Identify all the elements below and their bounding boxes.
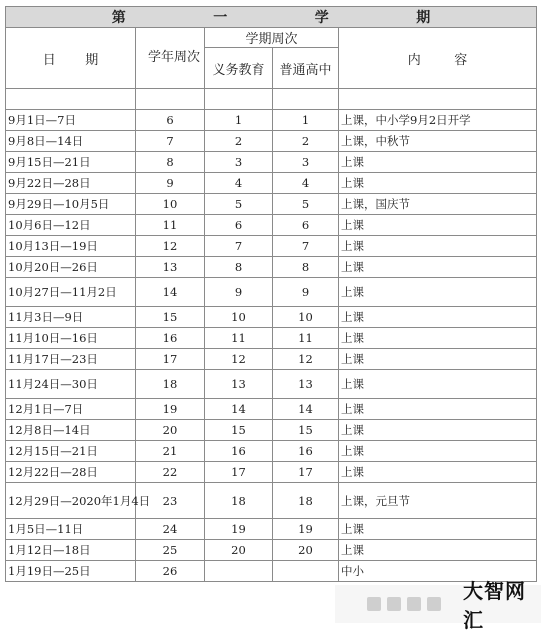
compulsory-week-cell: 17 bbox=[205, 462, 273, 483]
spacer-cell bbox=[273, 89, 339, 110]
table-row bbox=[6, 152, 537, 173]
date-cell: 12月29日—2020年1月4日 bbox=[6, 483, 136, 519]
date-cell: 12月22日—28日 bbox=[6, 462, 136, 483]
compulsory-week-cell: 14 bbox=[205, 399, 273, 420]
table-row bbox=[6, 194, 537, 215]
compulsory-week-cell: 19 bbox=[205, 519, 273, 540]
year-week-cell: 7 bbox=[136, 131, 205, 152]
date-cell: 12月1日—7日 bbox=[6, 399, 136, 420]
blurred-text bbox=[367, 597, 441, 611]
table-row bbox=[6, 483, 537, 519]
header-content-char: 容 bbox=[454, 52, 468, 68]
compulsory-week-cell: 20 bbox=[205, 540, 273, 561]
date-cell: 10月13日—19日 bbox=[6, 236, 136, 257]
school-calendar-table bbox=[5, 6, 537, 582]
date-cell: 9月8日—14日 bbox=[6, 131, 136, 152]
date-cell: 12月15日—21日 bbox=[6, 441, 136, 462]
date-cell: 11月10日—16日 bbox=[6, 328, 136, 349]
high-school-week-cell: 1 bbox=[273, 110, 339, 131]
date-cell: 10月6日—12日 bbox=[6, 215, 136, 236]
content-cell: 上课 bbox=[339, 307, 537, 328]
header-date-char: 期 bbox=[85, 52, 99, 68]
table-row bbox=[6, 441, 537, 462]
content-cell: 上课 bbox=[339, 462, 537, 483]
high-school-week-cell: 9 bbox=[273, 278, 339, 307]
content-cell: 上课，中小学9月2日开学 bbox=[339, 110, 537, 131]
content-cell: 上课 bbox=[339, 328, 537, 349]
compulsory-week-cell: 16 bbox=[205, 441, 273, 462]
header-date bbox=[6, 28, 136, 89]
year-week-cell: 15 bbox=[136, 307, 205, 328]
content-cell: 上课 bbox=[339, 152, 537, 173]
header-row-1 bbox=[6, 28, 537, 48]
table-row bbox=[6, 278, 537, 307]
content-cell: 上课 bbox=[339, 540, 537, 561]
table-row bbox=[6, 236, 537, 257]
date-cell: 9月15日—21日 bbox=[6, 152, 136, 173]
high-school-week-cell: 5 bbox=[273, 194, 339, 215]
content-cell: 上课 bbox=[339, 519, 537, 540]
high-school-week-cell: 16 bbox=[273, 441, 339, 462]
high-school-week-cell: 3 bbox=[273, 152, 339, 173]
spacer-row bbox=[6, 89, 537, 110]
date-cell: 10月27日—11月2日 bbox=[6, 278, 136, 307]
high-school-week-cell: 6 bbox=[273, 215, 339, 236]
table-row bbox=[6, 519, 537, 540]
compulsory-week-cell: 1 bbox=[205, 110, 273, 131]
content-cell: 中小 bbox=[339, 561, 537, 582]
content-cell: 上课 bbox=[339, 173, 537, 194]
compulsory-week-cell: 12 bbox=[205, 349, 273, 370]
year-week-cell: 14 bbox=[136, 278, 205, 307]
title-char: 第 bbox=[111, 10, 126, 26]
date-cell: 11月17日—23日 bbox=[6, 349, 136, 370]
high-school-week-cell: 2 bbox=[273, 131, 339, 152]
spacer-cell bbox=[6, 89, 136, 110]
compulsory-week-cell bbox=[205, 561, 273, 582]
year-week-cell: 9 bbox=[136, 173, 205, 194]
spacer-cell bbox=[136, 89, 205, 110]
table-row bbox=[6, 110, 537, 131]
high-school-week-cell: 10 bbox=[273, 307, 339, 328]
year-week-cell: 12 bbox=[136, 236, 205, 257]
date-cell: 1月12日—18日 bbox=[6, 540, 136, 561]
header-compulsory: 义务教育 bbox=[205, 48, 273, 89]
date-cell: 9月1日—7日 bbox=[6, 110, 136, 131]
content-cell: 上课 bbox=[339, 257, 537, 278]
year-week-cell: 17 bbox=[136, 349, 205, 370]
year-week-cell: 16 bbox=[136, 328, 205, 349]
spacer-cell bbox=[205, 89, 273, 110]
header-content bbox=[339, 28, 537, 89]
high-school-week-cell: 12 bbox=[273, 349, 339, 370]
high-school-week-cell: 13 bbox=[273, 370, 339, 399]
date-cell: 11月24日—30日 bbox=[6, 370, 136, 399]
year-week-cell: 19 bbox=[136, 399, 205, 420]
header-date-char: 日 bbox=[42, 52, 56, 68]
high-school-week-cell: 8 bbox=[273, 257, 339, 278]
table-row bbox=[6, 462, 537, 483]
high-school-week-cell bbox=[273, 561, 339, 582]
date-cell: 11月3日—9日 bbox=[6, 307, 136, 328]
content-cell: 上课 bbox=[339, 236, 537, 257]
compulsory-week-cell: 10 bbox=[205, 307, 273, 328]
table-row bbox=[6, 540, 537, 561]
compulsory-week-cell: 15 bbox=[205, 420, 273, 441]
content-cell: 上课 bbox=[339, 215, 537, 236]
title-char: 期 bbox=[416, 10, 431, 26]
title-char: 学 bbox=[314, 10, 329, 26]
compulsory-week-cell: 3 bbox=[205, 152, 273, 173]
high-school-week-cell: 11 bbox=[273, 328, 339, 349]
compulsory-week-cell: 4 bbox=[205, 173, 273, 194]
content-cell: 上课 bbox=[339, 278, 537, 307]
content-cell: 上课 bbox=[339, 349, 537, 370]
year-week-cell: 26 bbox=[136, 561, 205, 582]
table-row bbox=[6, 215, 537, 236]
year-week-cell: 24 bbox=[136, 519, 205, 540]
compulsory-week-cell: 18 bbox=[205, 483, 273, 519]
watermark-text: 大智网汇 bbox=[463, 579, 526, 632]
date-cell: 1月5日—11日 bbox=[6, 519, 136, 540]
high-school-week-cell: 15 bbox=[273, 420, 339, 441]
year-week-cell: 20 bbox=[136, 420, 205, 441]
table-row bbox=[6, 399, 537, 420]
content-cell: 上课 bbox=[339, 399, 537, 420]
table-row bbox=[6, 307, 537, 328]
table-row bbox=[6, 257, 537, 278]
high-school-week-cell: 4 bbox=[273, 173, 339, 194]
compulsory-week-cell: 2 bbox=[205, 131, 273, 152]
content-cell: 上课，中秋节 bbox=[339, 131, 537, 152]
high-school-week-cell: 17 bbox=[273, 462, 339, 483]
date-cell: 12月8日—14日 bbox=[6, 420, 136, 441]
compulsory-week-cell: 8 bbox=[205, 257, 273, 278]
table-row bbox=[6, 173, 537, 194]
title-row bbox=[6, 7, 537, 28]
date-cell: 1月19日—25日 bbox=[6, 561, 136, 582]
date-cell: 9月22日—28日 bbox=[6, 173, 136, 194]
year-week-cell: 10 bbox=[136, 194, 205, 215]
content-cell: 上课 bbox=[339, 370, 537, 399]
year-week-cell: 18 bbox=[136, 370, 205, 399]
content-cell: 上课 bbox=[339, 420, 537, 441]
table-row bbox=[6, 328, 537, 349]
high-school-week-cell: 18 bbox=[273, 483, 339, 519]
compulsory-week-cell: 9 bbox=[205, 278, 273, 307]
compulsory-week-cell: 7 bbox=[205, 236, 273, 257]
high-school-week-cell: 19 bbox=[273, 519, 339, 540]
table-row bbox=[6, 349, 537, 370]
compulsory-week-cell: 11 bbox=[205, 328, 273, 349]
table-row bbox=[6, 131, 537, 152]
watermark-overlay bbox=[335, 579, 541, 632]
table-row bbox=[6, 370, 537, 399]
high-school-week-cell: 14 bbox=[273, 399, 339, 420]
table-row bbox=[6, 420, 537, 441]
header-year-week: 学年周次 bbox=[136, 28, 205, 89]
year-week-cell: 21 bbox=[136, 441, 205, 462]
date-cell: 9月29日—10月5日 bbox=[6, 194, 136, 215]
header-content-char: 内 bbox=[407, 52, 421, 68]
high-school-week-cell: 7 bbox=[273, 236, 339, 257]
year-week-cell: 6 bbox=[136, 110, 205, 131]
header-high-school: 普通高中 bbox=[273, 48, 339, 89]
year-week-cell: 23 bbox=[136, 483, 205, 519]
year-week-cell: 11 bbox=[136, 215, 205, 236]
header-term-week: 学期周次 bbox=[205, 28, 339, 48]
title-char: 一 bbox=[213, 10, 228, 26]
year-week-cell: 13 bbox=[136, 257, 205, 278]
compulsory-week-cell: 6 bbox=[205, 215, 273, 236]
high-school-week-cell: 20 bbox=[273, 540, 339, 561]
year-week-cell: 25 bbox=[136, 540, 205, 561]
compulsory-week-cell: 13 bbox=[205, 370, 273, 399]
content-cell: 上课，元旦节 bbox=[339, 483, 537, 519]
compulsory-week-cell: 5 bbox=[205, 194, 273, 215]
content-cell: 上课 bbox=[339, 441, 537, 462]
content-cell: 上课，国庆节 bbox=[339, 194, 537, 215]
year-week-cell: 8 bbox=[136, 152, 205, 173]
date-cell: 10月20日—26日 bbox=[6, 257, 136, 278]
year-week-cell: 22 bbox=[136, 462, 205, 483]
term-title bbox=[6, 7, 537, 28]
spacer-cell bbox=[339, 89, 537, 110]
table-row bbox=[6, 561, 537, 582]
